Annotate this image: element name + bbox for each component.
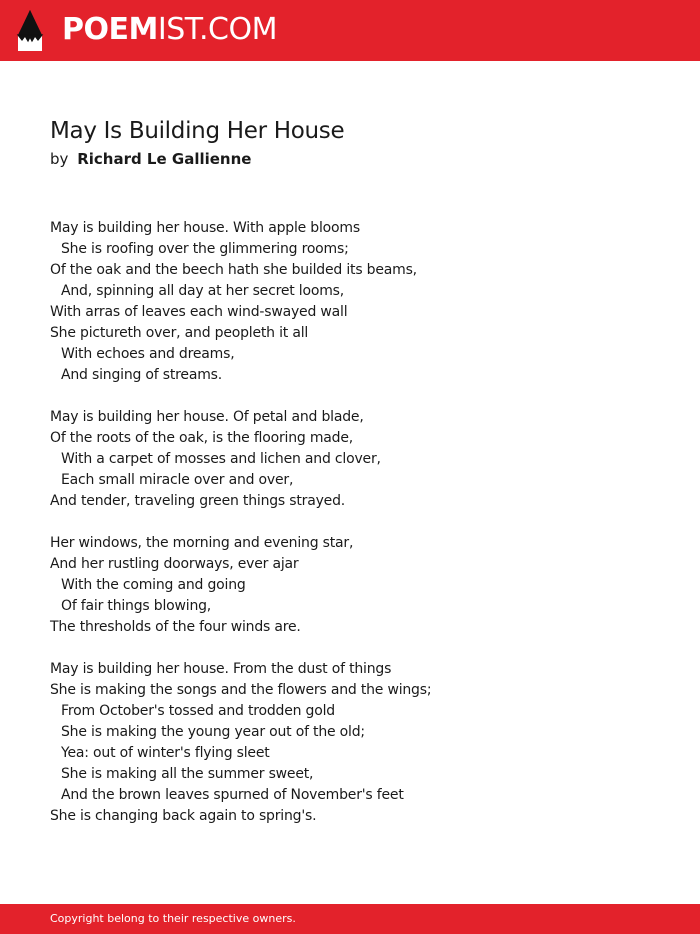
poem-line: She is making the young year out of the old; (61, 724, 365, 740)
poem-line: The thresholds of the four winds are. (50, 619, 301, 635)
poem-line: She is making the songs and the flowers and the wings; (50, 682, 432, 698)
stanza-gap (50, 386, 670, 407)
stanza-gap (50, 512, 670, 533)
poem-line: She pictureth over, and peopleth it all (50, 325, 309, 341)
poem-line: Of the oak and the beech hath she builded its beams, (50, 262, 417, 278)
stanza-gap (50, 638, 670, 659)
poem-title: May Is Building Her House (50, 118, 345, 144)
poem-line: And singing of streams. (61, 367, 222, 383)
poem-line: From October's tossed and trodden gold (61, 703, 335, 719)
poem-line: With the coming and going (61, 577, 246, 593)
poem-line: Each small miracle over and over, (61, 472, 294, 488)
poem-line: And the brown leaves spurned of November's feet (61, 787, 404, 803)
poem-line: She is making all the summer sweet, (61, 766, 314, 782)
poem-line: And her rustling doorways, ever ajar (50, 556, 299, 572)
pencil-tip-icon (16, 9, 44, 53)
site-footer (0, 904, 700, 934)
poem-line: Yea: out of winter's flying sleet (61, 745, 270, 761)
logo-light-text: IST.COM (157, 12, 277, 47)
poem-line: With a carpet of mosses and lichen and clover, (61, 451, 381, 467)
poem-line: She is roofing over the glimmering rooms; (61, 241, 349, 257)
poem-line: May is building her house. Of petal and blade, (50, 409, 364, 425)
poem-line: She is changing back again to spring's. (50, 808, 317, 824)
poem-body (50, 218, 670, 827)
author-name: Richard Le Gallienne (77, 150, 252, 168)
poem-line: Her windows, the morning and evening star, (50, 535, 354, 551)
site-logo[interactable] (62, 12, 277, 48)
copyright-notice: Copyright belong to their respective owners. (50, 912, 296, 925)
poem-line: Of fair things blowing, (61, 598, 212, 614)
poem-line: May is building her house. From the dust of things (50, 661, 392, 677)
poem-line: And tender, traveling green things strayed. (50, 493, 346, 509)
byline (50, 148, 251, 170)
poem-line: And, spinning all day at her secret looms, (61, 283, 344, 299)
poem-line: With echoes and dreams, (61, 346, 235, 362)
logo-bold-text: POEM (62, 12, 158, 47)
poem-line: Of the roots of the oak, is the flooring made, (50, 430, 353, 446)
site-header (0, 0, 700, 61)
poem-line: May is building her house. With apple blooms (50, 220, 360, 236)
poem-line: With arras of leaves each wind-swayed wall (50, 304, 348, 320)
by-label: by (50, 150, 69, 168)
